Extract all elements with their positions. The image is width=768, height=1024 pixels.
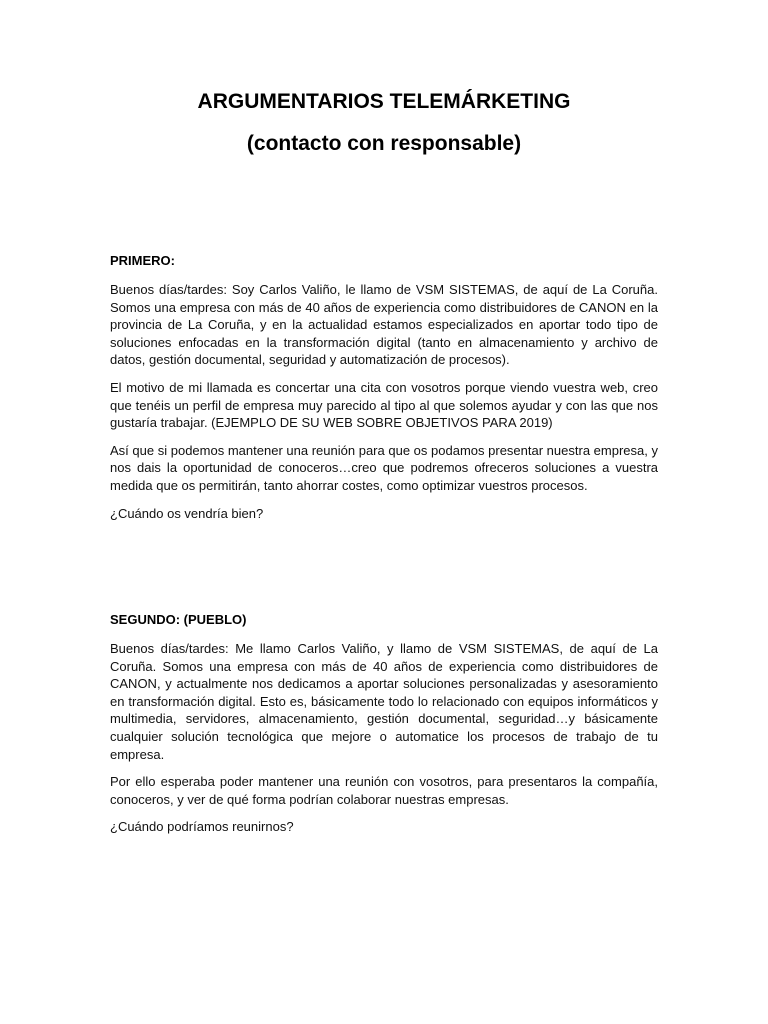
document-title: ARGUMENTARIOS TELEMÁRKETING (197, 90, 571, 113)
paragraph: ¿Cuándo os vendría bien? (110, 505, 264, 521)
document-subtitle: (contacto con responsable) (246, 132, 522, 155)
paragraph: ¿Cuándo podríamos reunirnos? (110, 819, 294, 835)
paragraph: Por ello esperaba poder mantener una reunión con vosotros, para presentaros la compañía, conoceros, y ver de qué forma podrían colaborar nuestras empresas. (110, 774, 658, 807)
paragraph: Buenos días/tardes: Soy Carlos Valiño, le llamo de VSM SISTEMAS, de aquí de La Coruña. Somos una empresa con más de 40 años de experiencia como distribuidores de CANON en la provincia de La Coruña, y en la actualidad estamos especializados en aportar todo tipo de soluciones enfocadas en la transformación digital (tanto en almacenamiento y archivo de datos, gestión documental, seguridad y automatización de procesos). (110, 282, 658, 368)
section-heading: SEGUNDO: (PUEBLO) (110, 612, 247, 627)
section-heading: PRIMERO: (110, 253, 175, 268)
section-primero (110, 253, 658, 532)
section-segundo (110, 612, 658, 846)
paragraph: Así que si podemos mantener una reunión para que os podamos presentar nuestra empresa, y nos dais la oportunidad de conoceros…creo que podremos ofreceros soluciones a vuestra medida que os permitirán, tanto ahorrar costes, como optimizar vuestros procesos. (110, 442, 658, 493)
paragraph: Buenos días/tardes: Me llamo Carlos Valiño, y llamo de VSM SISTEMAS, de aquí de La Coruña. Somos una empresa con más de 40 años de experiencia como distribuidores de CANON, y actualmente nos dedicamos a aportar soluciones personalizadas y asesoramiento en transformación digital. Esto es, básicamente todo lo relacionado con equipos informáticos y multimedia, servidores, almacenamiento, gestión documental, seguridad…y básicamente cualquier solución tecnológica que mejore o automatice los procesos de trabajo de tu empresa. (110, 641, 658, 762)
paragraph: El motivo de mi llamada es concertar una cita con vosotros porque viendo vuestra web, creo que tenéis un perfil de empresa muy parecido al tipo al que solemos ayudar y con las que nos gustaría trabajar. (EJEMPLO DE SU WEB SOBRE OBJETIVOS PARA 2019) (110, 379, 658, 431)
